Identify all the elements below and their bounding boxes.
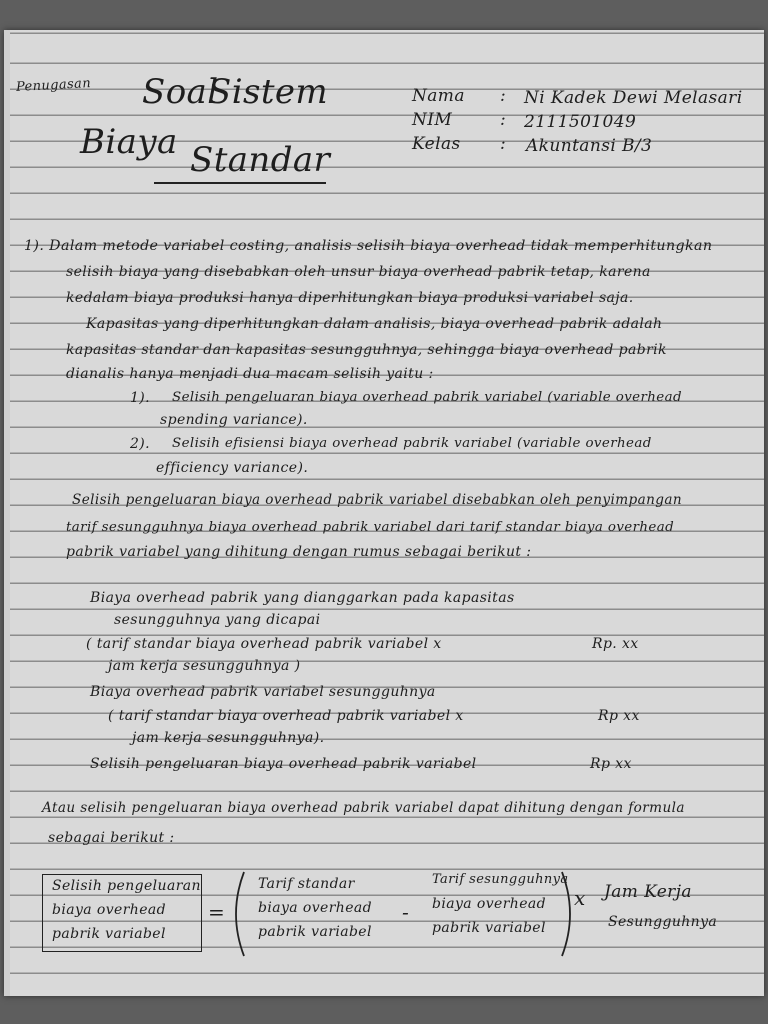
calc-a-line-2: sesungguhnya yang dicapai [114, 612, 321, 628]
calc-b-amount: Rp xx [598, 708, 640, 724]
formula-jam-line-2: Sesungguhnya [608, 914, 718, 930]
formula-t2-line-2: biaya overhead [432, 896, 547, 912]
s1-item-2-line-1: Selisih efisiensi biaya overhead pabrik variabel (variable overhead [172, 436, 652, 451]
formula-t2-line-3: pabrik variabel [432, 920, 546, 936]
s1-line-5: kapasitas standar dan kapasitas sesungguhnya, sehingga biaya overhead pabrik [66, 342, 667, 358]
s2-line-1: Selisih pengeluaran biaya overhead pabrik variabel disebabkan oleh penyimpangan [72, 492, 683, 508]
formula-box-line-1: Selisih pengeluaran [52, 878, 201, 894]
s1-item-2-line-2: efficiency variance). [156, 460, 309, 476]
header-standar: Standar [190, 140, 331, 180]
s3-line-1: Atau selisih pengeluaran biaya overhead pabrik variabel dapat dihitung dengan formula [42, 800, 685, 816]
s1-line-2: selisih biaya yang disebabkan oleh unsur biaya overhead pabrik tetap, karena [66, 264, 651, 280]
s1-line-4: Kapasitas yang diperhitungkan dalam analisis, biaya overhead pabrik adalah [86, 316, 663, 332]
header-biaya: Biaya [80, 122, 178, 162]
calc-b-line-3: jam kerja sesungguhnya). [132, 730, 325, 746]
nim-value: 2111501049 [524, 112, 637, 132]
calc-b-line-1: Biaya overhead pabrik variabel sesungguhnya [90, 684, 436, 700]
s1-item-1-line-2: spending variance). [160, 412, 308, 428]
s2-line-3: pabrik variabel yang dihitung dengan rumus sebagai berikut : [66, 544, 532, 560]
s1-line-1: 1). Dalam metode variabel costing, analisis selisih biaya overhead tidak memperhitungkan [24, 238, 713, 254]
calc-a-amount: Rp. xx [592, 636, 639, 652]
nim-label: NIM [412, 110, 453, 130]
formula-t1-line-1: Tarif standar [258, 876, 355, 892]
s1-item-2-num: 2). [130, 436, 151, 452]
title-underline [154, 182, 326, 184]
formula-t1-line-2: biaya overhead [258, 900, 373, 916]
calc-c-amount: Rp xx [590, 756, 632, 772]
formula-box-line-3: pabrik variabel [52, 926, 166, 942]
header-penugasan: Penugasan [15, 76, 92, 95]
notebook-page [4, 30, 764, 996]
formula-equals: = [208, 900, 226, 924]
formula-times: x [574, 886, 586, 910]
s1-line-6: dianalis hanya menjadi dua macam selisih yaitu : [66, 366, 434, 382]
nama-value: Ni Kadek Dewi Melasari [524, 88, 743, 108]
nama-colon: : [500, 86, 507, 106]
calc-b-line-2: ( tarif standar biaya overhead pabrik variabel x [108, 708, 464, 724]
s2-line-2: tarif sesungguhnya biaya overhead pabrik variabel dari tarif standar biaya overhead [66, 520, 675, 535]
s1-item-1-num: 1). [130, 390, 151, 406]
calc-a-line-1: Biaya overhead pabrik yang dianggarkan pada kapasitas [90, 590, 515, 606]
formula-jam-line-1: Jam Kerja [604, 882, 692, 902]
calc-a-line-3: ( tarif standar biaya overhead pabrik variabel x [86, 636, 442, 652]
s1-line-3: kedalam biaya produksi hanya diperhitungkan biaya produksi variabel saja. [66, 290, 634, 306]
header-sistem: Sistem [208, 72, 329, 112]
page-edge [4, 30, 10, 996]
formula-t1-line-3: pabrik variabel [258, 924, 372, 940]
s3-line-2: sebagai berikut : [48, 830, 175, 846]
calc-c-line-1: Selisih pengeluaran biaya overhead pabrik variabel [90, 756, 477, 772]
formula-t2-line-1: Tarif sesungguhnya [432, 872, 569, 887]
kelas-colon: : [500, 134, 507, 154]
nim-colon: : [500, 110, 507, 130]
s1-item-1-line-1: Selisih pengeluaran biaya overhead pabrik variabel (variable overhead [172, 390, 682, 405]
kelas-value: Akuntansi B/3 [526, 136, 653, 156]
formula-minus: - [402, 900, 410, 924]
nama-label: Nama [412, 86, 465, 106]
calc-a-line-4: jam kerja sesungguhnya ) [108, 658, 301, 674]
formula-box-line-2: biaya overhead [52, 902, 167, 918]
kelas-label: Kelas [412, 134, 461, 154]
header-soal: Soal [142, 72, 219, 112]
